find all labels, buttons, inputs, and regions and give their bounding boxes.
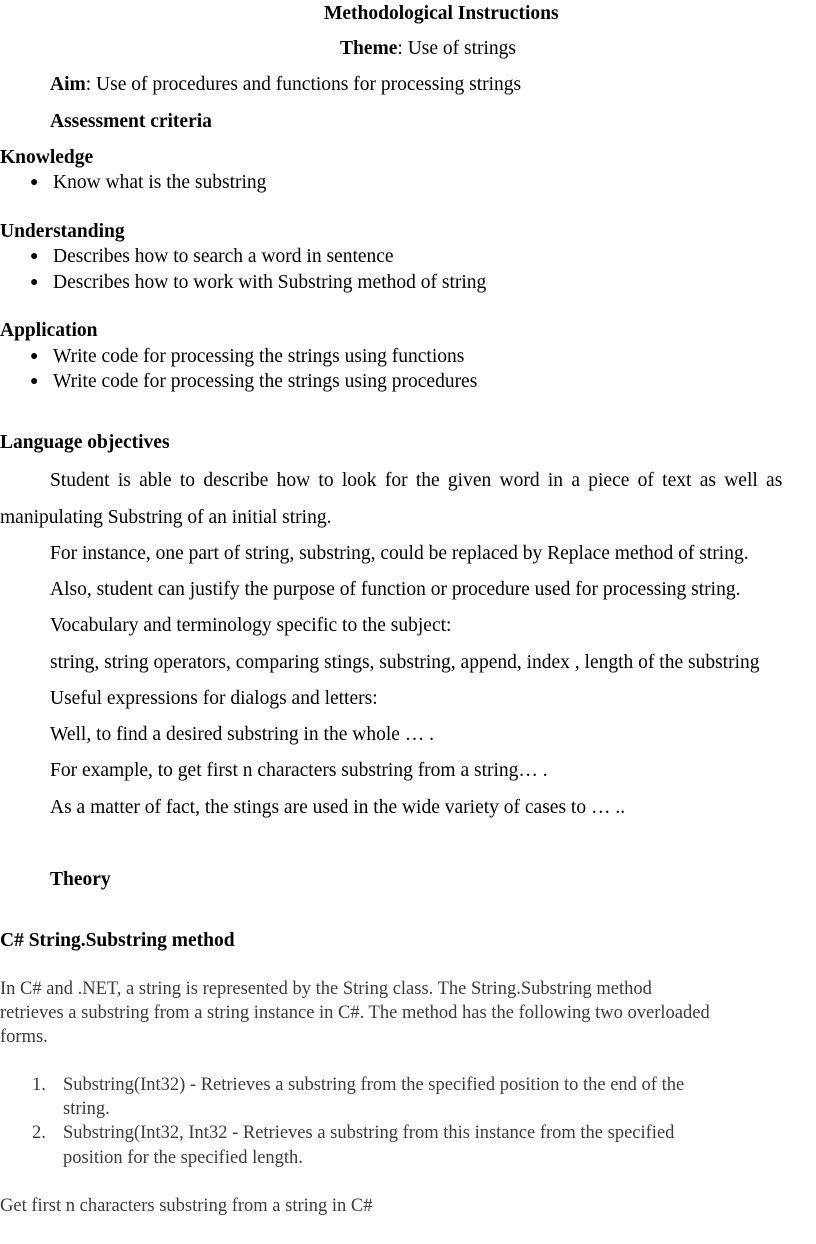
- understanding-item: Describes how to work with Substring method of string: [53, 272, 487, 293]
- language-paragraph-line: Student is able to describe how to look for the given word in a piece of text as well as: [50, 470, 783, 491]
- document-title: Methodological Instructions: [324, 3, 559, 24]
- language-line: Also, student can justify the purpose of function or procedure used for processing string.: [50, 579, 741, 600]
- aim-label: Aim: [50, 74, 86, 95]
- theme-value: : Use of strings: [397, 38, 517, 59]
- language-line: Useful expressions for dialogs and letters:: [50, 688, 378, 709]
- bullet-icon: ●: [30, 349, 39, 364]
- language-paragraph-line: manipulating Substring of an initial string.: [0, 507, 332, 528]
- theory-intro-line: In C# and .NET, a string is represented by the String class. The String.Substring method: [0, 979, 652, 999]
- application-item: Write code for processing the strings using functions: [53, 346, 465, 367]
- theory-heading: Theory: [50, 869, 111, 890]
- language-heading: Language objectives: [0, 432, 170, 453]
- knowledge-heading: Knowledge: [0, 147, 94, 168]
- list-number: 2.: [32, 1123, 46, 1143]
- aim-value: : Use of procedures and functions for processing strings: [85, 74, 522, 95]
- theme-label: Theme: [340, 38, 398, 59]
- list-item-line: position for the specified length.: [63, 1148, 303, 1168]
- language-line: Well, to find a desired substring in the whole … .: [50, 724, 435, 745]
- understanding-heading: Understanding: [0, 221, 125, 242]
- language-line: string, string operators, comparing stings, substring, append, index , length of the substring: [50, 652, 760, 673]
- bullet-icon: ●: [30, 275, 39, 290]
- language-line: Vocabulary and terminology specific to the subject:: [50, 615, 452, 636]
- list-item-line: Substring(Int32) - Retrieves a substring from the specified position to the end of the: [63, 1075, 685, 1095]
- aim-line: [50, 73, 521, 97]
- application-item: Write code for processing the strings using procedures: [53, 371, 478, 392]
- theory-intro-line: retrieves a substring from a string instance in C#. The method has the following two overloaded: [0, 1003, 710, 1023]
- language-line: For instance, one part of string, substring, could be replaced by Replace method of string.: [50, 543, 749, 564]
- knowledge-item: Know what is the substring: [53, 172, 267, 193]
- assessment-heading: Assessment criteria: [50, 111, 212, 132]
- language-line: As a matter of fact, the stings are used in the wide variety of cases to … ..: [50, 797, 626, 818]
- bullet-icon: ●: [30, 374, 39, 389]
- list-number: 1.: [32, 1075, 46, 1095]
- language-line: For example, to get first n characters substring from a string… .: [50, 760, 548, 781]
- bullet-icon: ●: [30, 249, 39, 264]
- theory-intro-line: forms.: [0, 1027, 48, 1047]
- theory-subheading: C# String.Substring method: [0, 930, 235, 951]
- theory-footer-line: Get first n characters substring from a string in C#: [0, 1196, 373, 1216]
- understanding-item: Describes how to search a word in sentence: [53, 246, 394, 267]
- bullet-icon: ●: [30, 175, 39, 190]
- list-item-line: string.: [63, 1099, 110, 1119]
- application-heading: Application: [0, 320, 98, 341]
- theme-line: [340, 37, 516, 61]
- list-item-line: Substring(Int32, Int32 - Retrieves a substring from this instance from the specified: [63, 1123, 675, 1143]
